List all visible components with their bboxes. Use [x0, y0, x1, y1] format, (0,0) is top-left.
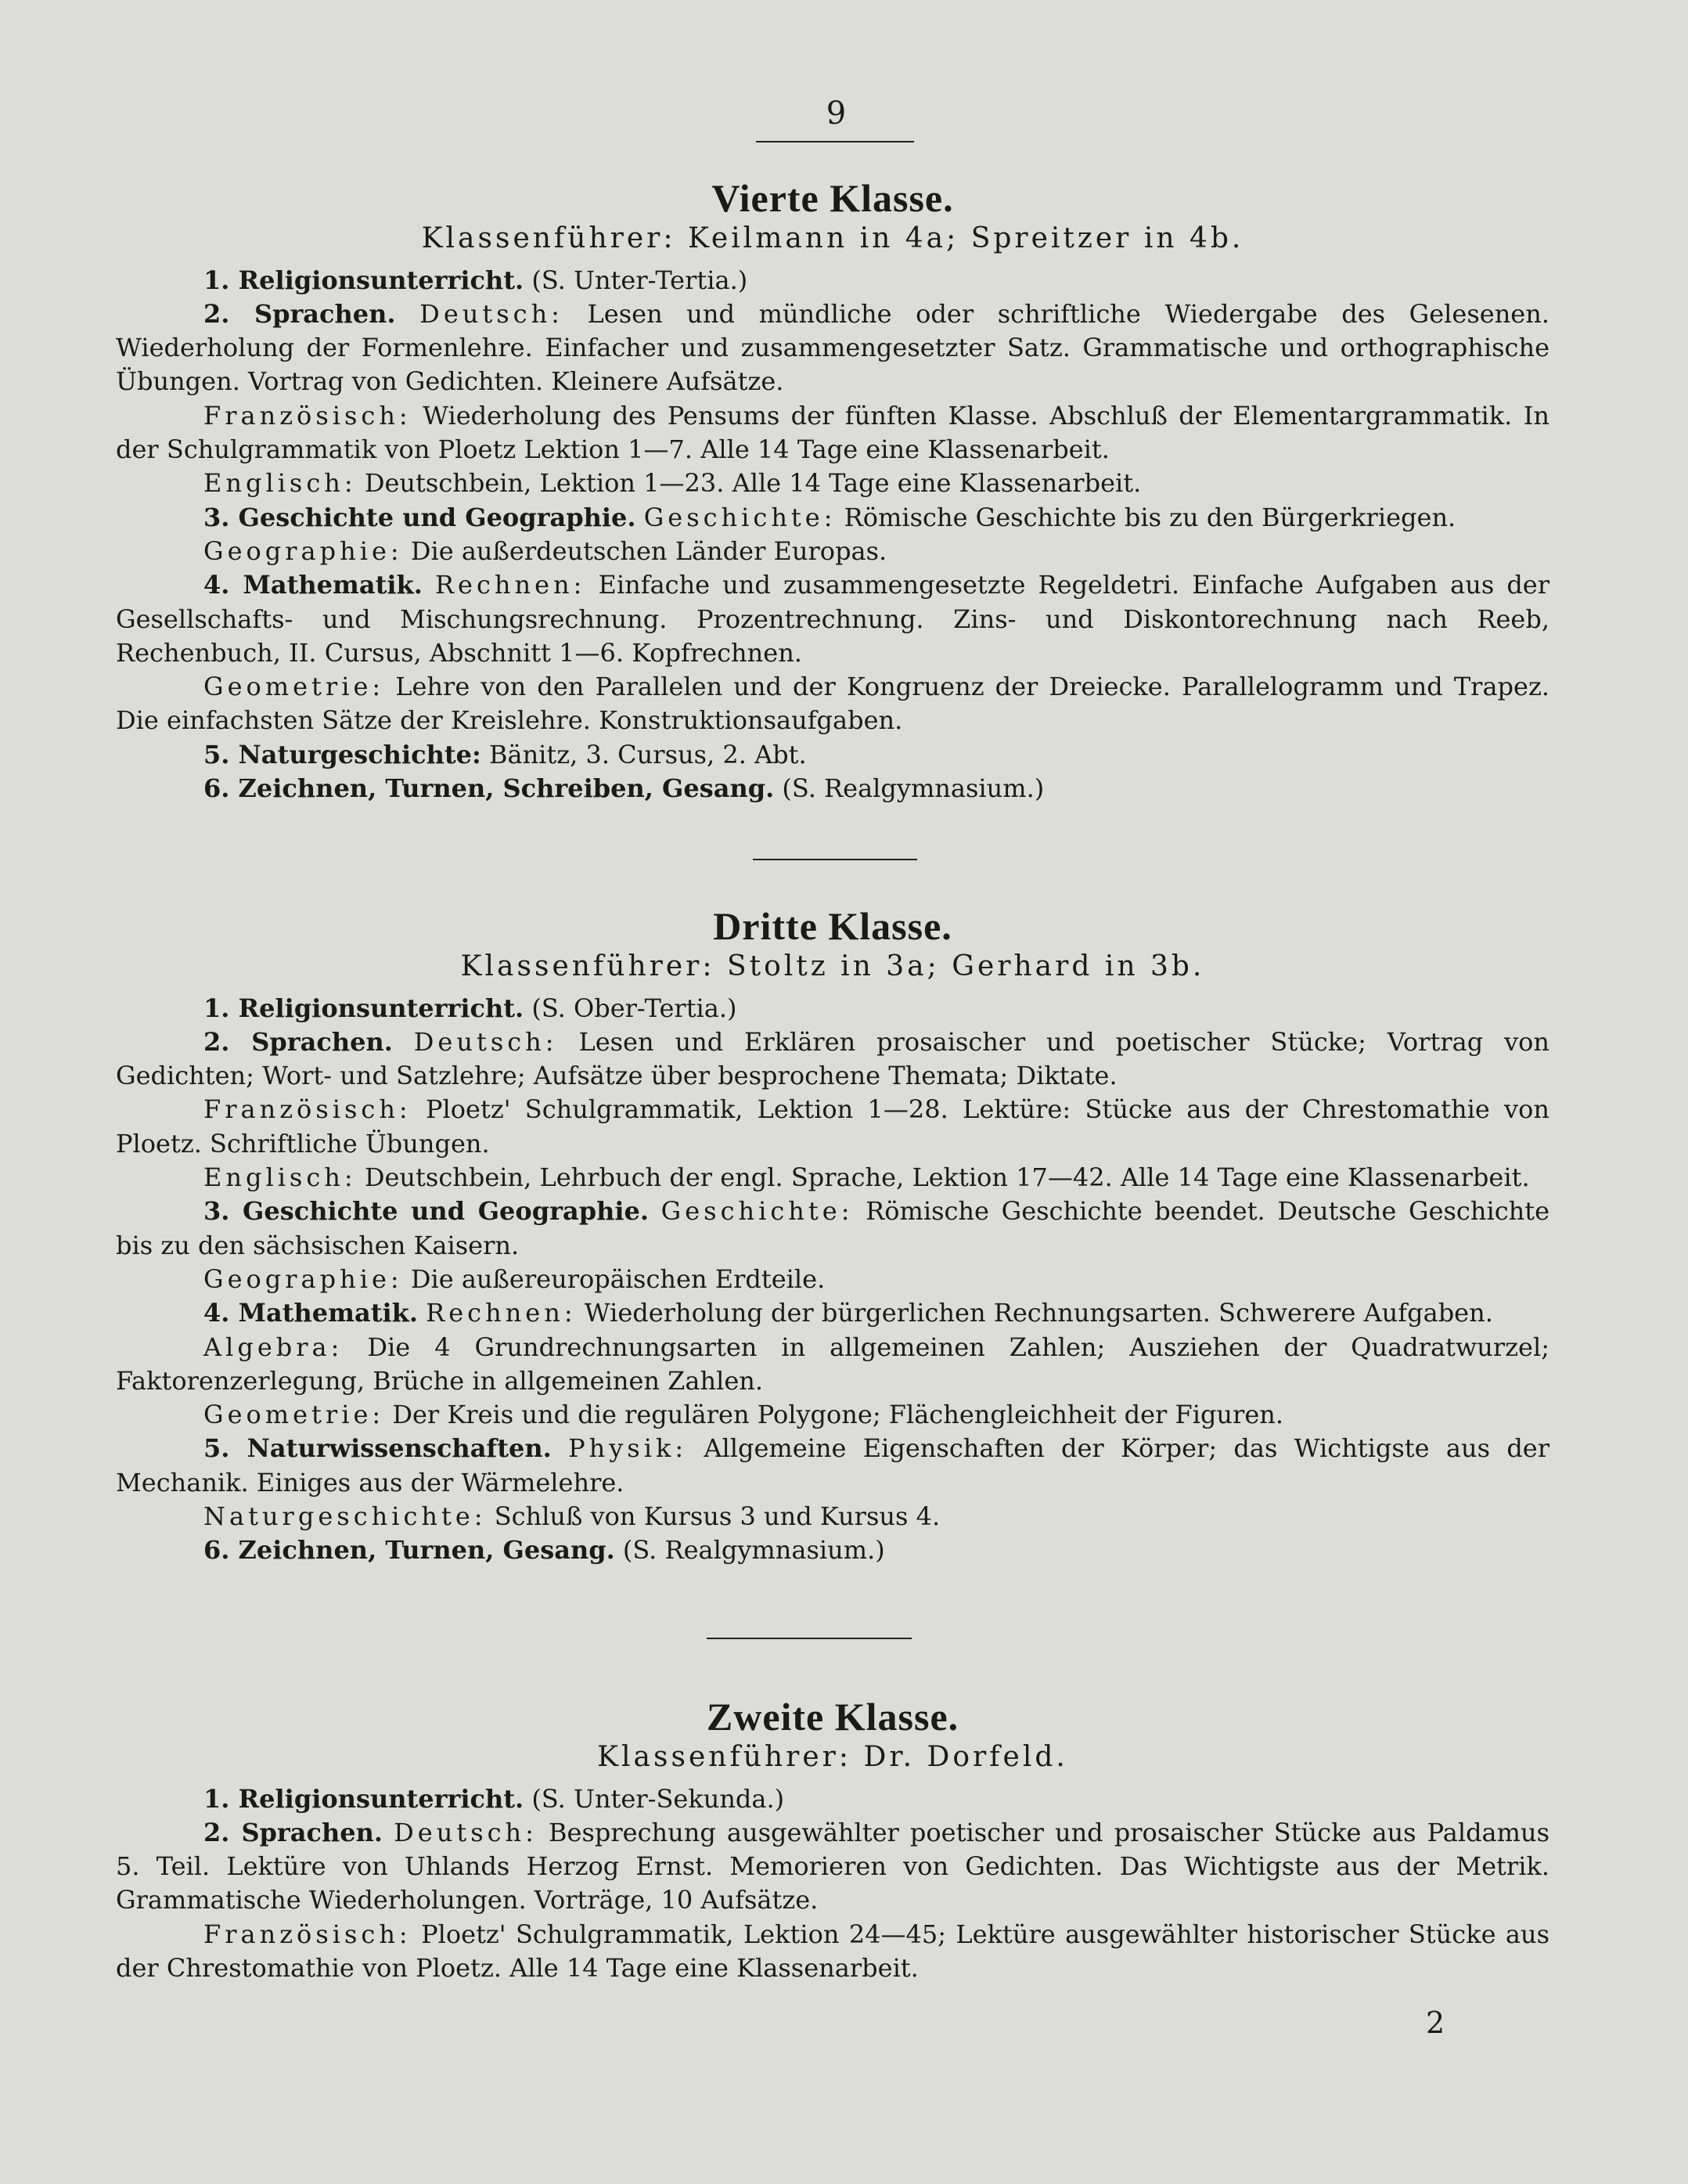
subject-label: Französisch: [203, 1094, 412, 1125]
paragraph [116, 1331, 1549, 1399]
paragraph-text: Die außereuropäischen Erdteile. [410, 1263, 826, 1294]
paragraph-text: Besprechung ausgewählter poetischer und prosaischer Stücke aus Paldamus 5. Teil. Lektüre von Uhlands Herzog Ernst. Memorieren von Gedichten. Das Wichtigste aus der Metrik. Grammatische Wiederholungen. Vorträge, 10 Aufsätze. [116, 1817, 1550, 1916]
subject-heading: 2. Sprachen. [203, 298, 396, 329]
leader-label: Klassenführer: [460, 950, 715, 983]
paragraph [116, 399, 1549, 467]
subject-label: Geschichte: [643, 502, 837, 532]
paragraph [116, 467, 1549, 500]
subject-label: Deutsch: [413, 1026, 558, 1057]
paragraph [116, 501, 1549, 535]
paragraph-text: Allgemeine Eigenschaften der Körper; das Wichtigste aus der Mechanik. Einiges aus der Wärmelehre. [116, 1433, 1550, 1497]
class-leader [116, 950, 1549, 983]
subject-label: Geographie: [203, 1263, 403, 1294]
paragraph-text: Wiederholung der bürgerlichen Rechnungsarten. Schwerere Aufgaben. [584, 1298, 1493, 1328]
paragraph [116, 1918, 1549, 1986]
paragraph-text: (S. Realgymnasium.) [774, 773, 1045, 804]
paragraph [116, 670, 1549, 738]
subject-label: Englisch: [203, 468, 357, 499]
section-zweite-klasse [116, 1695, 1550, 1985]
paragraph-text: Bänitz, 3. Cursus, 2. Abt. [480, 739, 807, 769]
subject-heading: 6. Zeichnen, Turnen, Gesang. [203, 1535, 615, 1566]
top-rule [756, 141, 914, 142]
subject-label: Geographie: [203, 535, 403, 566]
paragraph [116, 1432, 1549, 1500]
class-leader [116, 1740, 1549, 1774]
subject-label: Geometrie: [203, 672, 385, 702]
paragraph [116, 264, 1549, 297]
subject-label: Naturgeschichte: [203, 1501, 487, 1532]
section-vierte-klasse [116, 176, 1550, 805]
subject-heading: 1. Religionsunterricht. [203, 265, 524, 295]
section-divider [707, 1638, 912, 1639]
paragraph-text: Römische Geschichte bis zu den Bürgerkriegen. [844, 502, 1456, 532]
paragraph [116, 1398, 1549, 1432]
leader-label: Klassenführer: [421, 222, 676, 255]
paragraph [116, 1296, 1549, 1330]
paragraph-text: Schluß von Kursus 3 und Kursus 4. [494, 1501, 941, 1532]
section-divider [753, 859, 917, 860]
paragraph [116, 1025, 1549, 1094]
paragraph [116, 1500, 1549, 1533]
subject-heading: 1. Religionsunterricht. [203, 1783, 524, 1814]
paragraph [116, 1782, 1549, 1816]
subject-heading: 3. Geschichte und Geographie. [203, 502, 636, 532]
paragraph-text: (S. Unter-Tertia.) [524, 265, 748, 295]
paragraph-text: (S. Unter-Sekunda.) [524, 1783, 785, 1814]
subject-label: Deutsch: [394, 1817, 538, 1847]
subject-heading: 2. Sprachen. [203, 1817, 383, 1847]
subject-label: Geometrie: [203, 1400, 385, 1430]
leader-text: Keilmann in 4a; Spreitzer in 4b. [687, 222, 1244, 255]
paragraph-text: Die 4 Grundrechnungsarten in allgemeinen Zahlen; Ausziehen der Quadratwurzel; Faktorenzerlegung, Brüche in allgemeinen Zahlen. [116, 1332, 1550, 1396]
paragraph-text: Römische Geschichte beendet. Deutsche Geschichte bis zu den sächsischen Kaisern. [116, 1196, 1550, 1260]
paragraph-text: Deutschbein, Lektion 1—23. Alle 14 Tage eine Klassenarbeit. [364, 468, 1142, 499]
subject-heading: 5. Naturwissenschaften. [203, 1433, 552, 1464]
footer-page-number: 2 [1426, 2006, 1445, 2040]
paragraph-text: (S. Realgymnasium.) [614, 1535, 885, 1566]
paragraph [116, 1533, 1549, 1567]
section-title: Zweite Klasse. [706, 1695, 959, 1739]
subject-label: Geschichte: [660, 1196, 854, 1227]
paragraph [116, 772, 1549, 805]
paragraph [116, 568, 1549, 670]
paragraph [116, 1161, 1549, 1195]
subject-heading: 3. Geschichte und Geographie. [203, 1196, 649, 1227]
subject-heading: 4. Mathematik. [203, 570, 423, 600]
paragraph [116, 535, 1549, 568]
subject-heading: 5. Naturgeschichte: [203, 739, 481, 769]
leader-label: Klassenführer: [597, 1741, 851, 1774]
paragraph [116, 1816, 1549, 1918]
leader-text: Dr. Dorfeld. [863, 1741, 1068, 1774]
paragraph-text: Lesen und mündliche oder schriftliche Wiedergabe des Gelesenen. Wiederholung der Formenlehre. Einfacher und zusammengesetzter Satz. Grammatische und orthographische Übungen. Vortrag von Gedichten. Kleinere Aufsätze. [116, 298, 1550, 397]
subject-label: Englisch: [203, 1162, 357, 1193]
subject-heading: 2. Sprachen. [203, 1026, 393, 1057]
subject-heading: 1. Religionsunterricht. [203, 993, 524, 1023]
subject-label: Physik: [568, 1433, 688, 1464]
paragraph-text: Ploetz' Schulgrammatik, Lektion 1—28. Lektüre: Stücke aus der Chrestomathie von Ploetz. Schriftliche Übungen. [116, 1094, 1550, 1159]
paragraph-text: Lehre von den Parallelen und der Kongruenz der Dreiecke. Parallelogramm und Trapez. Die einfachsten Sätze der Kreislehre. Konstruktionsaufgaben. [116, 672, 1550, 736]
subject-label: Rechnen: [434, 570, 586, 600]
subject-label: Rechnen: [426, 1298, 577, 1328]
subject-label: Deutsch: [419, 298, 563, 329]
paragraph-text: Wiederholung des Pensums der fünften Klasse. Abschluß der Elementargrammatik. In der Schulgrammatik von Ploetz Lektion 1—7. Alle 14 Tage eine Klassenarbeit. [116, 400, 1550, 465]
paragraph-text: Ploetz' Schulgrammatik, Lektion 24—45; Lektüre ausgewählter historischer Stücke aus der Chrestomathie von Ploetz. Alle 14 Tage eine Klassenarbeit. [116, 1919, 1550, 1984]
subject-label: Französisch: [203, 1919, 412, 1949]
section-dritte-klasse [116, 904, 1550, 1568]
paragraph-text: Der Kreis und die regulären Polygone; Flächengleichheit der Figuren. [392, 1400, 1284, 1430]
page-number: 9 [826, 96, 847, 132]
paragraph-text: (S. Ober-Tertia.) [524, 993, 737, 1023]
paragraph-text: Einfache und zusammengesetzte Regeldetri. Einfache Aufgaben aus der Gesellschafts- und Mischungsrechnung. Prozentrechnung. Zins- und Diskontorechnung nach Reeb, Rechenbuch, II. Cursus, Abschnitt 1—6. Kopfrechnen. [116, 570, 1550, 668]
paragraph-text: Die außerdeutschen Länder Europas. [410, 535, 887, 566]
section-title: Dritte Klasse. [713, 904, 952, 948]
paragraph-text: Lesen und Erklären prosaischer und poetischer Stücke; Vortrag von Gedichten; Wort- und Satzlehre; Aufsätze über besprochene Themata; Diktate. [116, 1026, 1550, 1091]
paragraph [116, 1195, 1549, 1263]
subject-heading: 4. Mathematik. [203, 1298, 418, 1328]
paragraph [116, 992, 1549, 1025]
subject-heading: 6. Zeichnen, Turnen, Schreiben, Gesang. [203, 773, 775, 804]
class-leader [116, 222, 1549, 255]
paragraph [116, 1263, 1549, 1296]
paragraph [116, 1093, 1549, 1161]
paragraph [116, 297, 1549, 399]
leader-text: Stoltz in 3a; Gerhard in 3b. [726, 950, 1205, 983]
paragraph [116, 738, 1549, 772]
subject-label: Französisch: [203, 400, 412, 431]
paragraph-text: Deutschbein, Lehrbuch der engl. Sprache, Lektion 17—42. Alle 14 Tage eine Klassenarbeit. [364, 1162, 1530, 1193]
section-title: Vierte Klasse. [711, 176, 954, 220]
subject-label: Algebra: [203, 1332, 344, 1362]
